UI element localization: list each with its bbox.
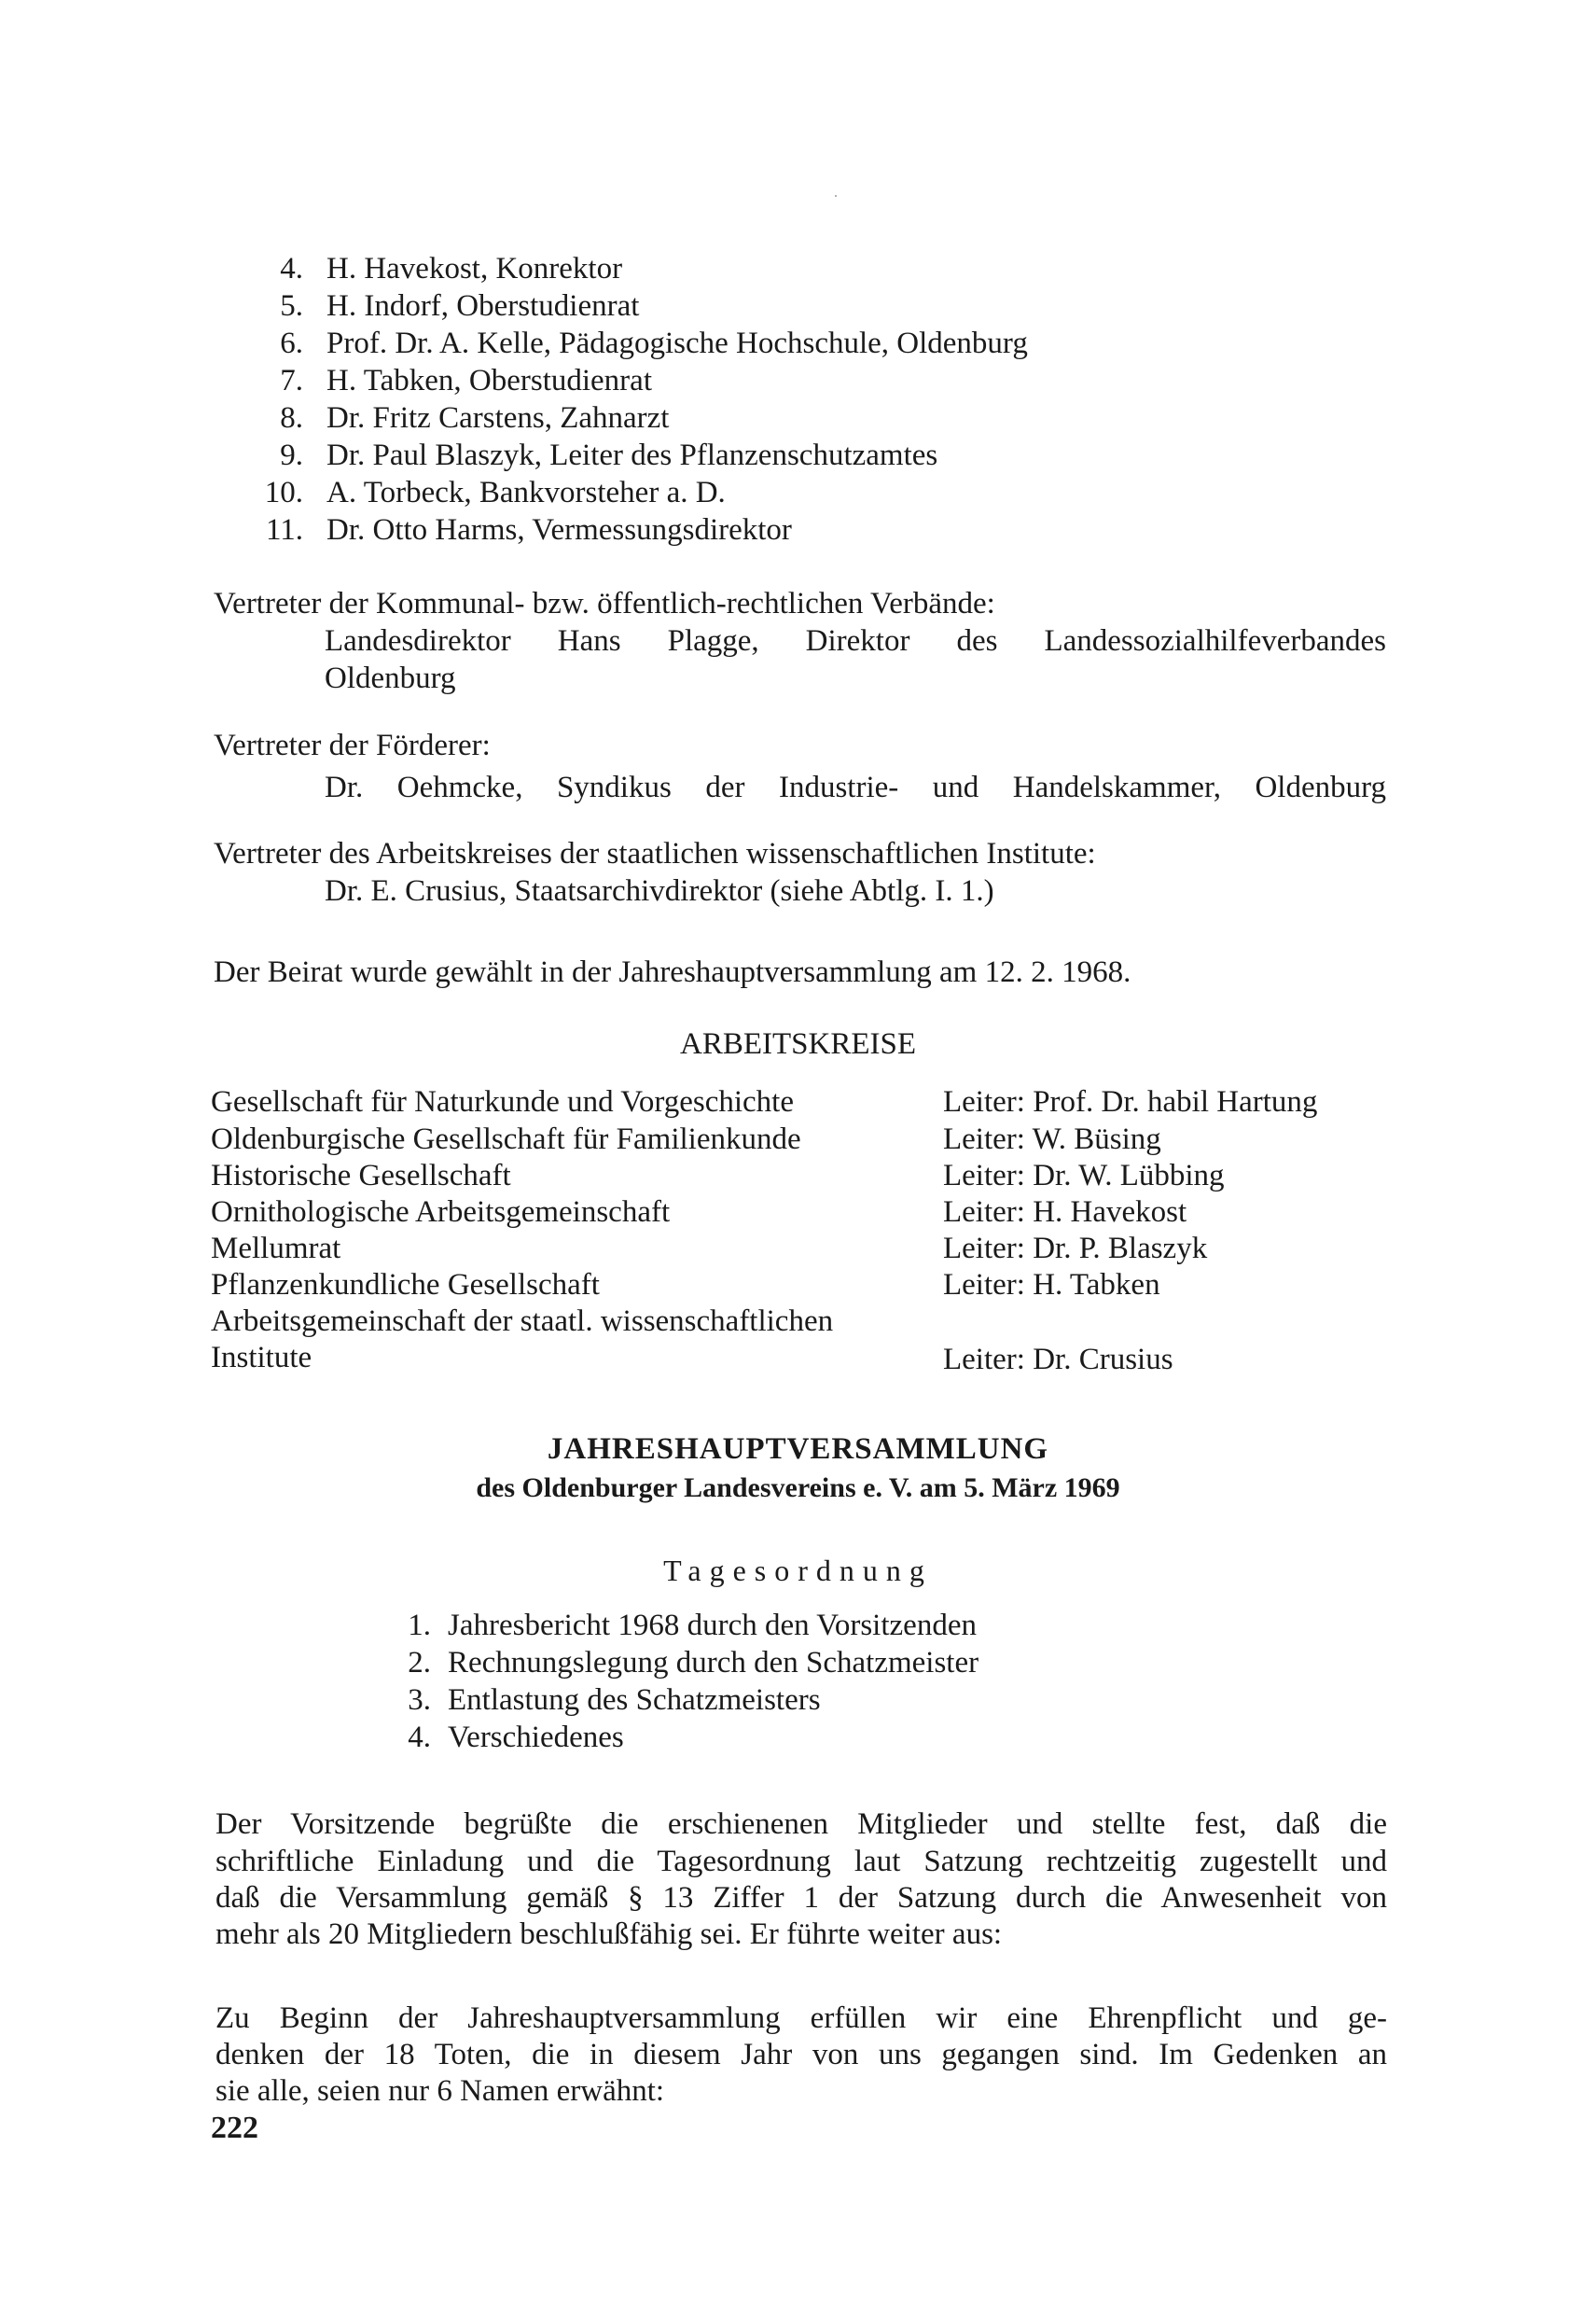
section-heading-jahreshauptversammlung: JAHRESHAUPTVERSAMMLUNG bbox=[547, 1432, 1049, 1466]
list-number: 4. bbox=[408, 1721, 431, 1754]
beirat-member-list bbox=[247, 250, 1460, 549]
paragraph-line: schriftliche Einladung und die Tagesordnung laut Satzung rechtzeitig zugestellt und bbox=[215, 1845, 1387, 1878]
arbeitskreis-name-line-1: Arbeitsgemeinschaft der staatl. wissenschaftlichen bbox=[211, 1304, 834, 1338]
list-item bbox=[247, 325, 1460, 362]
institute-line-1: Dr. E. Crusius, Staatsarchivdirektor (siehe Abtlg. I. 1.) bbox=[325, 874, 994, 908]
list-item bbox=[247, 287, 1460, 325]
list-number: 11. bbox=[265, 513, 303, 547]
list-text: Prof. Dr. A. Kelle, Pädagogische Hochschule, Oldenburg bbox=[326, 327, 1028, 360]
list-item bbox=[392, 1681, 1138, 1719]
section-heading-arbeitskreise: ARBEITSKREISE bbox=[679, 1027, 916, 1061]
kommunal-label: Vertreter der Kommunal- bzw. öffentlich-rechtlichen Verbände: bbox=[214, 587, 995, 620]
list-item bbox=[247, 399, 1460, 437]
paragraph-line: daß die Versammlung gemäß § 13 Ziffer 1 der Satzung durch die Anwesenheit von bbox=[215, 1881, 1387, 1915]
list-number: 7. bbox=[280, 364, 303, 397]
list-text: A. Torbeck, Bankvorsteher a. D. bbox=[326, 476, 726, 509]
list-item bbox=[392, 1607, 1138, 1644]
arbeitskreis-leader: Leiter: Dr. P. Blaszyk bbox=[943, 1232, 1208, 1265]
arbeitskreis-leader: Leiter: H. Tabken bbox=[943, 1268, 1160, 1302]
arbeitskreis-leader: Leiter: Dr. Crusius bbox=[943, 1343, 1173, 1376]
list-text: Dr. Paul Blaszyk, Leiter des Pflanzenschutzamtes bbox=[326, 439, 938, 472]
kommunal-line-1: Landesdirektor Hans Plagge, Direktor des Landessozialhilfeverbandes bbox=[325, 624, 1386, 658]
list-text: Dr. Fritz Carstens, Zahnarzt bbox=[326, 401, 670, 435]
arbeitskreis-name: Historische Gesellschaft bbox=[211, 1159, 511, 1192]
arbeitskreis-leader: Leiter: Dr. W. Lübbing bbox=[943, 1159, 1225, 1192]
list-text: Jahresbericht 1968 durch den Vorsitzenden bbox=[448, 1609, 977, 1642]
arbeitskreis-leader: Leiter: H. Havekost bbox=[943, 1195, 1187, 1229]
list-number: 4. bbox=[280, 252, 303, 286]
paragraph-line: mehr als 20 Mitgliedern beschlußfähig sei. Er führte weiter aus: bbox=[215, 1917, 1003, 1951]
page-number: 222 bbox=[211, 2111, 258, 2145]
list-number: 5. bbox=[280, 289, 303, 323]
arbeitskreis-name-line-2: Institute bbox=[211, 1341, 312, 1374]
arbeitskreis-name: Oldenburgische Gesellschaft für Familienkunde bbox=[211, 1122, 801, 1156]
list-number: 6. bbox=[280, 327, 303, 360]
list-text: Entlastung des Schatzmeisters bbox=[448, 1683, 821, 1717]
list-number: 10. bbox=[264, 476, 303, 509]
arbeitskreis-name: Pflanzenkundliche Gesellschaft bbox=[211, 1268, 600, 1302]
list-item bbox=[247, 437, 1460, 474]
paragraph-line: denken der 18 Toten, die in diesem Jahr von uns gegangen sind. Im Gedenken an bbox=[215, 2038, 1387, 2071]
agenda-title: Tagesordnung bbox=[663, 1554, 933, 1587]
list-item bbox=[392, 1644, 1138, 1681]
list-number: 8. bbox=[280, 401, 303, 435]
paragraph-line: Zu Beginn der Jahreshauptversammlung erfüllen wir eine Ehrenpflicht und ge- bbox=[215, 2001, 1387, 2035]
list-item bbox=[247, 250, 1460, 287]
arbeitskreis-name: Mellumrat bbox=[211, 1232, 341, 1265]
section-subheading: des Oldenburger Landesvereins e. V. am 5. März 1969 bbox=[476, 1472, 1120, 1503]
list-text: Dr. Otto Harms, Vermessungsdirektor bbox=[326, 513, 792, 547]
institute-label: Vertreter des Arbeitskreises der staatlichen wissenschaftlichen Institute: bbox=[214, 837, 1096, 871]
speck-mark bbox=[835, 195, 837, 197]
kommunal-line-2: Oldenburg bbox=[325, 662, 456, 695]
list-text: H. Havekost, Konrektor bbox=[326, 252, 623, 286]
arbeitskreis-leader: Leiter: Prof. Dr. habil Hartung bbox=[943, 1085, 1318, 1119]
paragraph-line: Der Vorsitzende begrüßte die erschienenen Mitglieder und stellte fest, daß die bbox=[215, 1807, 1387, 1841]
arbeitskreis-name: Ornithologische Arbeitsgemeinschaft bbox=[211, 1195, 671, 1229]
foerderer-line-1: Dr. Oehmcke, Syndikus der Industrie- und Handelskammer, Oldenburg bbox=[325, 771, 1386, 804]
arbeitskreis-name: Gesellschaft für Naturkunde und Vorgeschichte bbox=[211, 1085, 795, 1119]
list-text: H. Tabken, Oberstudienrat bbox=[326, 364, 652, 397]
paragraph-line: sie alle, seien nur 6 Namen erwähnt: bbox=[215, 2074, 665, 2108]
list-item bbox=[392, 1719, 1138, 1756]
list-number: 1. bbox=[408, 1609, 431, 1642]
list-item bbox=[247, 474, 1460, 511]
list-text: Rechnungslegung durch den Schatzmeister bbox=[448, 1646, 979, 1680]
arbeitskreis-leader: Leiter: W. Büsing bbox=[943, 1122, 1161, 1156]
beirat-note: Der Beirat wurde gewählt in der Jahreshauptversammlung am 12. 2. 1968. bbox=[214, 955, 1131, 989]
list-item bbox=[247, 362, 1460, 399]
list-text: H. Indorf, Oberstudienrat bbox=[326, 289, 640, 323]
list-text: Verschiedenes bbox=[448, 1721, 624, 1754]
list-item bbox=[247, 511, 1460, 549]
list-number: 2. bbox=[408, 1646, 431, 1680]
list-number: 3. bbox=[408, 1683, 431, 1717]
foerderer-label: Vertreter der Förderer: bbox=[214, 729, 491, 762]
list-number: 9. bbox=[280, 439, 303, 472]
agenda-list bbox=[392, 1607, 1138, 1756]
